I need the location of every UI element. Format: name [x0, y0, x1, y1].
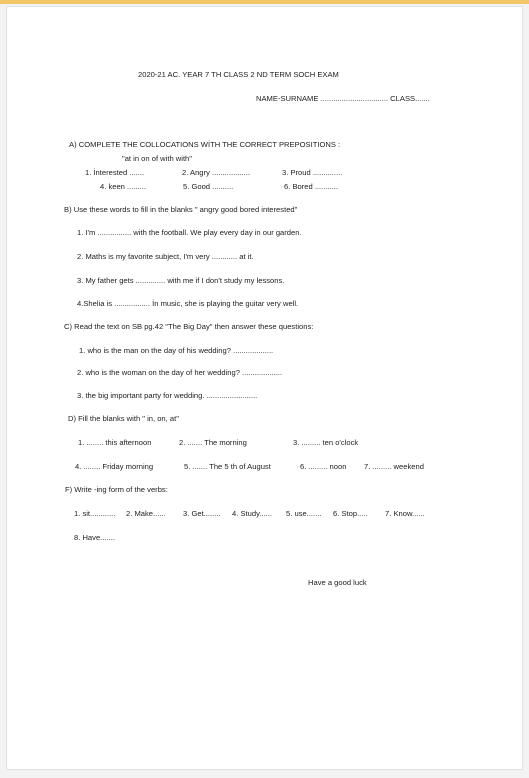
- section-c-heading: C) Read the text on SB pg.42 "The Big Day" then answer these questions:: [64, 322, 314, 331]
- verb-item: 3. Get........: [183, 509, 221, 518]
- collocation-item: 3. Proud ..............: [282, 168, 343, 177]
- preposition-blank-item: 2. ....... The morning: [179, 438, 247, 447]
- collocation-item: 5. Good ..........: [183, 182, 234, 191]
- verb-item: 4. Study......: [232, 509, 272, 518]
- collocation-item: 1. İnterested .......: [85, 168, 145, 177]
- collocation-item: 2. Angry ..................: [182, 168, 250, 177]
- verb-item: 7. Know......: [385, 509, 425, 518]
- question-item: 3. the big important party for wedding. ........................: [77, 391, 258, 400]
- preposition-blank-item: 3. ......... ten o'clock: [293, 438, 359, 447]
- fill-blank-item: 3. My father gets .............. with me if I don't study my lessons.: [77, 276, 285, 285]
- collocation-item: 6. Bored ...........: [284, 182, 339, 191]
- fill-blank-item: 2. Maths is my favorite subject, I'm very ............ at it.: [77, 252, 254, 261]
- exam-title: 2020-21 AC. YEAR 7 TH CLASS 2 ND TERM SOCH EXAM: [138, 70, 339, 79]
- preposition-blank-item: 7. ......... weekend: [364, 462, 424, 471]
- section-b-heading: B) Use these words to fill in the blanks " angry good bored interested": [64, 205, 298, 214]
- section-d-heading: D) Fill the blanks with " in, on, at": [68, 414, 179, 423]
- name-class-line: NAME-SURNAME ................................ CLASS.......: [256, 94, 430, 103]
- top-accent-line: [0, 0, 529, 4]
- closing-note: Have a good luck: [308, 578, 367, 587]
- preposition-blank-item: 6. ......... noon: [300, 462, 347, 471]
- verb-item: 8. Have.......: [74, 533, 115, 542]
- question-item: 1. who is the man on the day of his wedding? ...................: [79, 346, 274, 355]
- preposition-blank-item: 5. ....... The 5 th of August: [184, 462, 271, 471]
- verb-item: 6. Stop.....: [333, 509, 368, 518]
- section-a-heading: A) COMPLETE THE COLLOCATIONS WİTH THE CORRECT PREPOSITIONS :: [69, 140, 341, 149]
- preposition-blank-item: 4. ........ Friday morning: [75, 462, 154, 471]
- question-item: 2. who is the woman on the day of her wedding? ...................: [77, 368, 283, 377]
- preposition-blank-item: 1. ........ this afternoon: [78, 438, 152, 447]
- fill-blank-item: 4.Shelia is ................. İn music, she is playing the guitar very well.: [77, 299, 299, 308]
- verb-item: 1. sit............: [74, 509, 116, 518]
- verb-item: 5. use.......: [286, 509, 322, 518]
- section-f-heading: F) Write -ing form of the verbs:: [65, 485, 168, 494]
- fill-blank-item: 1. I'm ................ with the football. We play every day in our garden.: [77, 228, 302, 237]
- preposition-list: "at in on of with with": [122, 154, 192, 163]
- verb-item: 2. Make......: [126, 509, 166, 518]
- collocation-item: 4. keen .........: [100, 182, 147, 191]
- exam-paper: [6, 6, 523, 770]
